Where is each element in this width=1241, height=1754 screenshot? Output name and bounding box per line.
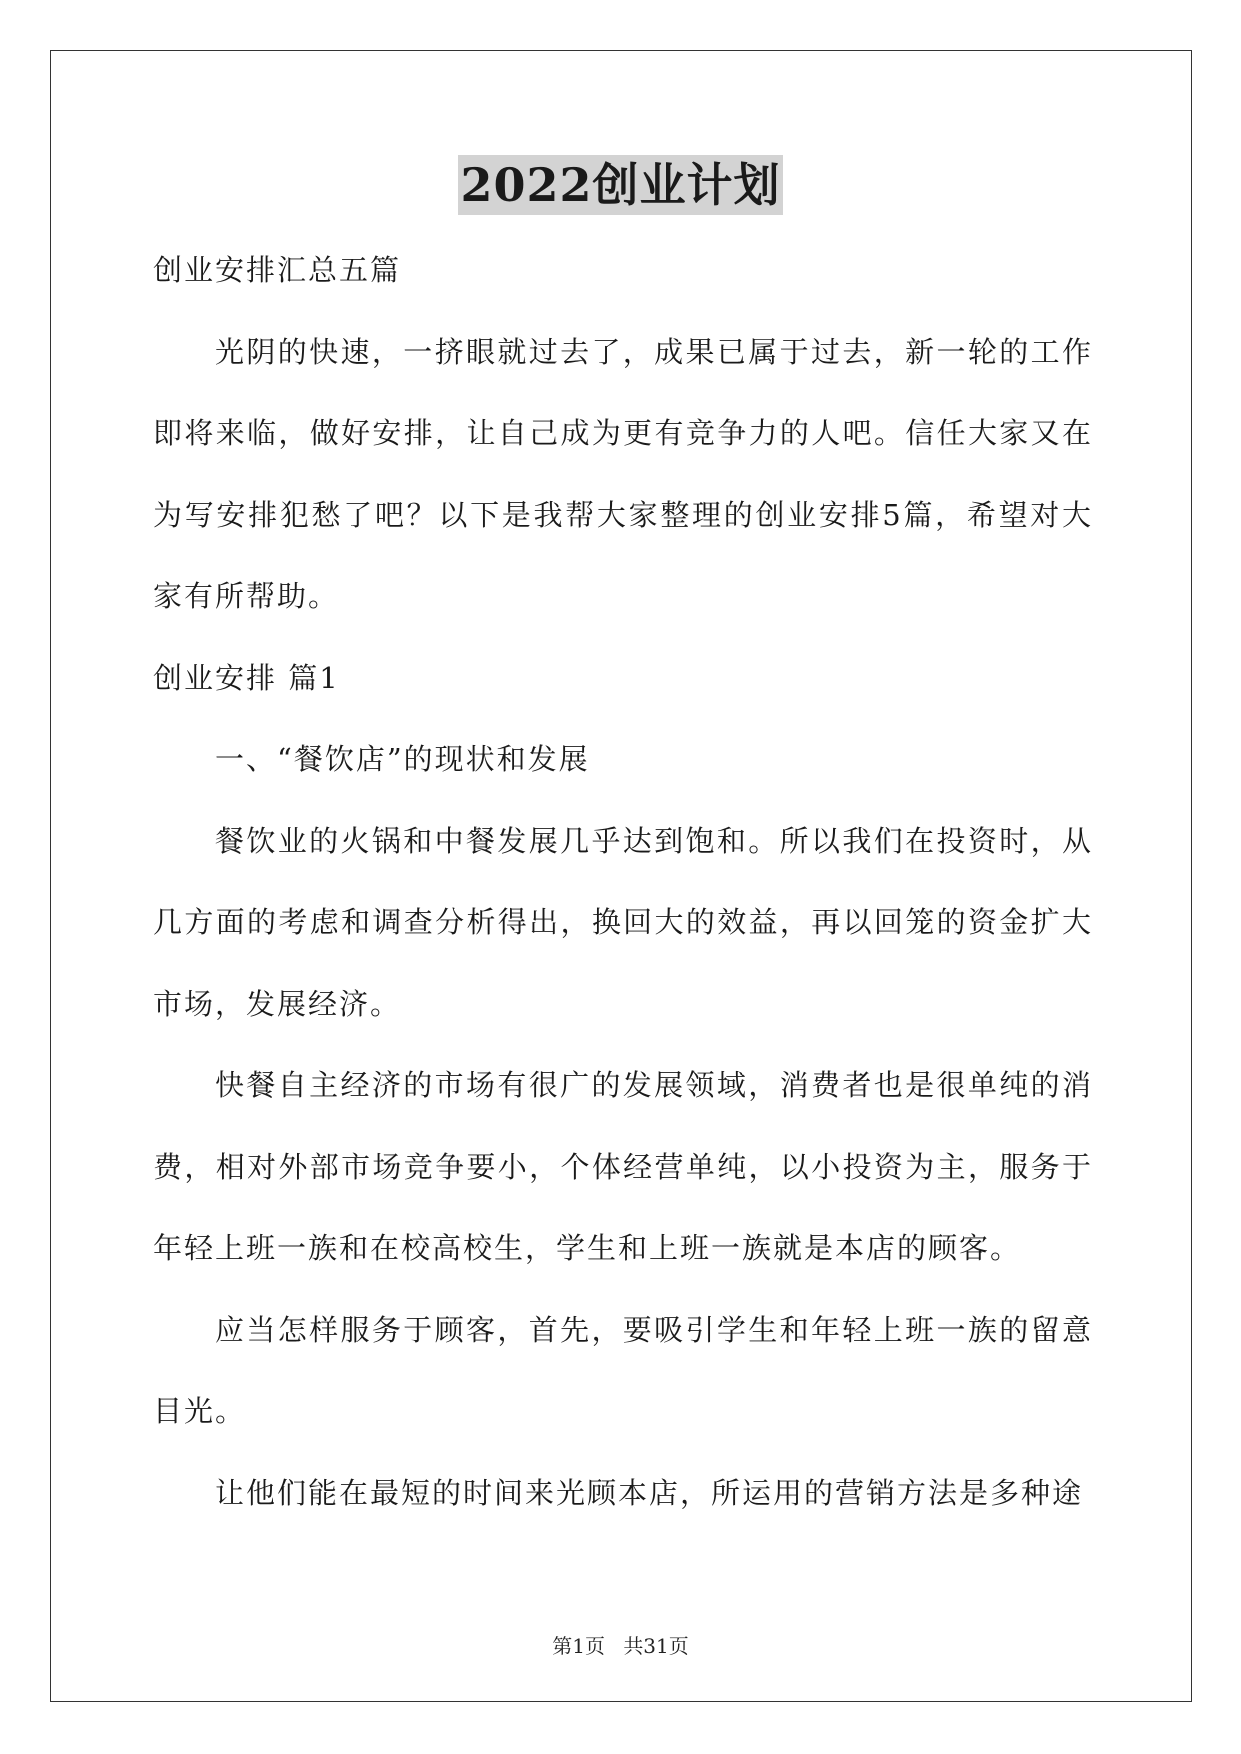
document-body [153, 230, 1093, 1534]
paragraph: 创业安排汇总五篇 [153, 253, 402, 287]
page-footer [0, 1630, 1241, 1659]
title-container [0, 155, 1241, 215]
paragraph: 应当怎样服务于顾客，首先，要吸引学生和年轻上班一族的留意目光。 [153, 1312, 1093, 1428]
subsection-heading: 一、“餐饮店”的现状和发展 [215, 742, 590, 776]
paragraph: 餐饮业的火锅和中餐发展几乎达到饱和。所以我们在投资时，从几方面的考虑和调查分析得出，换回大的效益，再以回笼的资金扩大市场，发展经济。 [153, 823, 1093, 1021]
paragraph: 光阴的快速，一挤眼就过去了，成果已属于过去，新一轮的工作即将来临，做好安排，让自己成为更有竞争力的人吧。信任大家又在为写安排犯愁了吧？以下是我帮大家整理的创业安排5篇，希望对大家有所帮助。 [153, 334, 1093, 613]
document-title: 2022创业计划 [458, 155, 782, 215]
paragraph: 快餐自主经济的市场有很广的发展领域，消费者也是很单纯的消费，相对外部市场竞争要小，个体经营单纯，以小投资为主，服务于年轻上班一族和在校高校生，学生和上班一族就是本店的顾客。 [153, 1068, 1093, 1265]
page-total: 共31页 [623, 1634, 689, 1658]
paragraph: 让他们能在最短的时间来光顾本店，所运用的营销方法是多种途 [215, 1475, 1084, 1510]
section-heading: 创业安排 篇1 [153, 660, 340, 695]
page-number: 第1页 [552, 1634, 605, 1658]
